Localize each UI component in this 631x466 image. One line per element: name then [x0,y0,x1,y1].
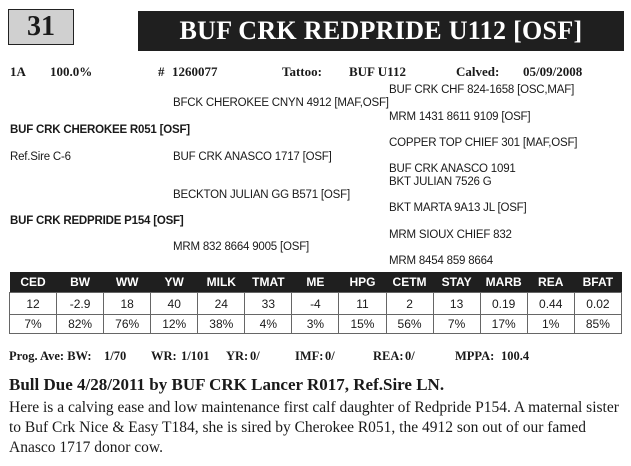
dam-dam-sire: MRM SIOUX CHIEF 832 [389,229,512,241]
epd-percentile: 38% [198,315,245,334]
percent: 100.0% [50,64,93,79]
tattoo-value: BUF U112 [349,64,406,79]
epd-header: HPG [339,272,386,293]
epd-value: 0.19 [480,293,527,315]
sire-sire: BFCK CHEROKEE CNYN 4912 [MAF,OSF] [173,97,389,109]
registration-number: 1260077 [172,64,218,79]
epd-header: YW [151,272,198,293]
epd-header: ME [292,272,339,293]
progeny-rea-value: 0/ [405,349,415,363]
dam-sire-sire: BKT JULIAN 7526 G [389,176,492,188]
dam-name: BUF CRK REDPRIDE P154 [OSF] [10,215,184,227]
epd-value: 40 [151,293,198,315]
progeny-bw-value: 1/70 [104,349,127,363]
progeny-mppa-label: MPPA: [455,349,495,363]
epd-percentile: 17% [480,315,527,334]
epd-percentile: 7% [10,315,57,334]
epd-header: BW [57,272,104,293]
class-code: 1A [10,64,26,79]
reg-hash: # [158,64,165,79]
epd-percentile: 12% [151,315,198,334]
epd-percentile: 56% [386,315,433,334]
epd-header: WW [104,272,151,293]
dam-dam: MRM 832 8664 9005 [OSF] [173,241,310,253]
tattoo-label: Tattoo: [282,64,322,79]
epd-value: -2.9 [57,293,104,315]
dam-sire-dam: BKT MARTA 9A13 JL [OSF] [389,202,527,214]
epd-percentile: 15% [339,315,386,334]
dam-dam-dam: MRM 8454 859 8664 [389,255,494,267]
epd-header: TMAT [245,272,292,293]
epd-header: CETM [386,272,433,293]
sire-ref-note: Ref.Sire C-6 [10,151,71,163]
epd-percentile: 82% [57,315,104,334]
epd-percentile: 3% [292,315,339,334]
epd-header-row [10,272,622,293]
epd-percentile: 4% [245,315,292,334]
epd-values-row [10,293,622,315]
progeny-yr-value: 0/ [250,349,260,363]
progeny-imf-value: 0/ [325,349,335,363]
epd-header: MARB [480,272,527,293]
epd-value: 11 [339,293,386,315]
sire-sire-sire: BUF CRK CHF 824-1658 [OSC,MAF] [389,84,575,96]
epd-value: 0.02 [574,293,621,315]
calved-date: 05/09/2008 [523,64,583,79]
epd-value: 12 [10,293,57,315]
progeny-imf-label: IMF: [295,349,324,363]
dam-sire: BECKTON JULIAN GG B571 [OSF] [173,189,350,201]
lot-description: Here is a calving ease and low maintenance first calf daughter of Redpride P154. A maternal sister to Buf Crk Nice & Easy T184, she is sired by Cherokee R051, the 4912 son out of our famed Anasco 1717 donor cow. [9,399,619,456]
epd-header: REA [527,272,574,293]
lot-number: 31 [8,9,74,45]
epd-table [9,272,622,334]
animal-name: BUF CRK REDPRIDE U112 [OSF] [138,11,624,51]
sire-dam-dam: BUF CRK ANASCO 1091 [389,163,516,175]
epd-percentile: 85% [574,315,621,334]
epd-value: 2 [386,293,433,315]
sire-sire-dam: MRM 1431 8611 9109 [OSF] [389,111,531,123]
progeny-rea-label: REA: [373,349,404,363]
progeny-bw-label: Prog. Ave: BW: [9,349,92,363]
epd-value: 13 [433,293,480,315]
sire-name: BUF CRK CHEROKEE R051 [OSF] [10,124,190,136]
sire-dam: BUF CRK ANASCO 1717 [OSF] [173,151,332,163]
epd-value: 24 [198,293,245,315]
epd-percentile: 76% [104,315,151,334]
epd-header: BFAT [574,272,621,293]
bull-due-line: Bull Due 4/28/2011 by BUF CRK Lancer R017, Ref.Sire LN. [9,375,445,394]
progeny-mppa-value: 100.4 [501,349,530,363]
progeny-yr-label: YR: [226,349,249,363]
epd-header: MILK [198,272,245,293]
epd-value: 0.44 [527,293,574,315]
progeny-wr-label: WR: [151,349,177,363]
progeny-wr-value: 1/101 [181,349,210,363]
epd-percentile: 7% [433,315,480,334]
epd-value: -4 [292,293,339,315]
epd-percentile: 1% [527,315,574,334]
epd-value: 33 [245,293,292,315]
sire-dam-sire: COPPER TOP CHIEF 301 [MAF,OSF] [389,137,578,149]
epd-header: CED [10,272,57,293]
epd-percentile-row [10,315,622,334]
calved-label: Calved: [456,64,500,79]
epd-header: STAY [433,272,480,293]
epd-value: 18 [104,293,151,315]
